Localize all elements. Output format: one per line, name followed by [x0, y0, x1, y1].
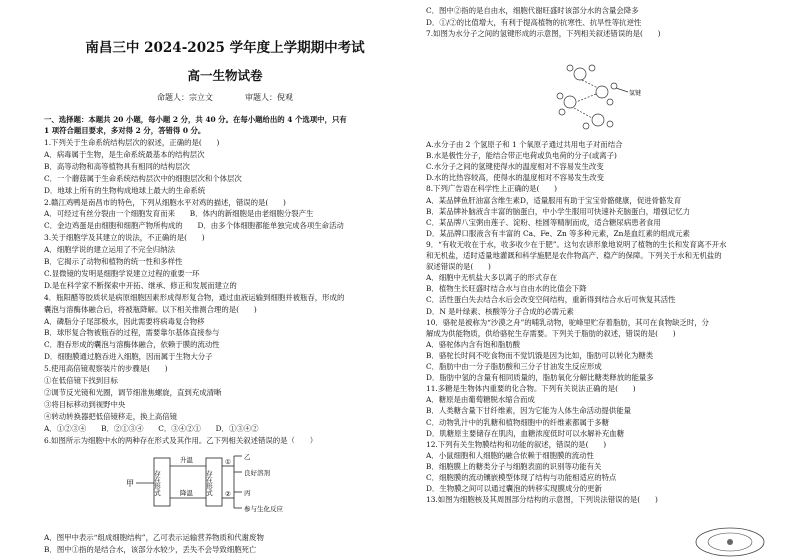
right-lines2-line: C．动物乳汁中的乳糖和植物细胞中的纤维素都属于多糖: [426, 417, 610, 427]
left-lines-line: A．磷脂分子尾部极水，因此需要将病毒复合物移: [44, 316, 205, 326]
right-lines2-line: A.水分子由 2 个氢原子和 1 个氧原子通过共用电子对而结合: [426, 140, 623, 149]
right-lines2-line: D．脂肪中氢的含量有相同质量的，脂肪氧化分解比糖类释放的能量多: [426, 373, 654, 383]
diagram-circle-1: ①: [225, 458, 231, 466]
left-lines-line: D.是在科学家不断探索中开拓、继承、修正和发展而建立的: [44, 280, 237, 290]
right-lines2-line: D.水的比热容较高，使得水的温度相对不容易发生改变: [426, 173, 604, 183]
section-instructions-line-2: 1 项符合题目要求，多对得 2 分，答错得 0 分。: [44, 126, 206, 135]
left-lines-line: C．金边鸡蛋是由细胞和细胞产物所构成的 D．由多个体细胞都能单独完成各项生命活动: [44, 221, 344, 231]
right-lines2-line: D．生物膜之间可以通过囊泡的转移实现膜成分的更新: [426, 484, 602, 494]
right-lines2-line: D．N 是叶绿素、核酸等分子合成的必需元素: [426, 306, 574, 316]
diagram-box-right-label: 存在形式: [205, 470, 213, 496]
nucleus-figure: [690, 524, 770, 558]
left-lines-line: B．它揭示了动物和植物的统一性和多样性: [44, 257, 183, 266]
left-lines-line: D．地球上所有的生物构成地球上最大的生命系统: [44, 185, 206, 195]
left-lines-line: 2.赣江鸡鸭是南昌市的特色，下列从细胞水平对鸡的描述，错误的是( ): [44, 197, 286, 207]
left-lines-line: ②调节反光镜和光圈，调节细准焦螺旋，直到充成清晰: [44, 387, 222, 397]
diagram-role-4: 参与生化反应: [244, 505, 283, 513]
right-lines2-line: C．某品牌八宝粥由莲子、淀粉、桂圆等精制而成，适合糖尿病患者食用: [426, 217, 661, 227]
left-lines-line: A．细胞学说的建立运用了不完全归纳法: [44, 245, 175, 255]
left-lines-line: D．细胞膜通过胞吞进入细胞，因而属于生物大分子: [44, 352, 213, 362]
right-lines2-line: 11.多糖是生物体内重要的化合物。下列有关说法正确的是( ): [426, 384, 636, 394]
diagram-role-1: 乙: [244, 453, 251, 461]
right-lines2-line: B.水是极性分子，能结合带正电荷或负电荷的分子(或离子): [426, 151, 617, 161]
right-lines2-line: A．细胞中无机盐大多以离子的形式存在: [426, 273, 557, 283]
water-forms-diagram: [118, 448, 318, 518]
right-lines2-line: 10．骆驼是被称为“沙漠之舟”的哺乳动物，驼峰里贮存着脂肪，其可在食物缺乏时，分: [426, 317, 710, 327]
left-lines-line: 3.关于细胞学及其建立的说法，不正确的是( ): [44, 233, 205, 243]
right-lines2-line: C.水分子之间的氢键使得水的温度相对不容易发生改变: [426, 162, 604, 172]
left-tail-line: A．图甲中表示“组成细胞结构”，乙可表示运输营养物质和代谢废物: [44, 533, 264, 542]
right-lines2-line: A．某品牌鱼肝油富含维生素D，适量服用有助于宝宝骨骼健康，促进骨骼发育: [426, 195, 682, 205]
diagram-up-label: 升温: [180, 456, 193, 464]
left-lines-line: C．一个蘑菇属于生命系统结构层次中的细胞层次和个体层次: [44, 173, 242, 183]
right-lines2-line: C．细胞膜的流动镶嵌模型体现了结构与功能相适应的特点: [426, 473, 617, 482]
exam-subject: 高一生物试卷: [187, 68, 263, 83]
right-lines2-line: B．骆驼长时间不吃食物而不觉饥饿是因为比如，脂肪可以转化为糖类: [426, 350, 654, 360]
diagram-role-2: 良好溶剂: [244, 469, 270, 477]
right-lines2-line: 和无机盐，适时适量地灌溉和科学施肥是农作物高产、稳产的保障。下列关于水和无机盐的: [426, 251, 722, 260]
right-lines2-line: B．人类糖含量下甘纤维素，因为它能为人体生命活动提供能量: [426, 406, 631, 416]
right-lines2-line: C．脂肪中由一分子脂肪酸和三分子甘油发生反应形成: [426, 362, 602, 371]
right-lines2-line: 解成为供能物质，供给骆驼生存需要。下列关于脂肪的叙述，错误的是( ): [426, 328, 676, 338]
diagram-box-left-label: 存在形式: [153, 470, 161, 496]
right-lines2-line: B．某品牌补脑液含丰富的脑蛋白，中小学生服用可快速补充脑蛋白，增强记忆力: [426, 206, 691, 216]
left-lines-line: A．病毒属于生物，是生命系统最基本的结构层次: [44, 149, 205, 159]
right-lines2-line: D．肌糖原主要储存在肌肉，血糖浓度低时可以水解补充血糖: [426, 428, 625, 438]
exam-title: 南昌三中 2024-2025 学年度上学期期中考试: [85, 40, 365, 56]
diagram-down-label: 降温: [180, 489, 193, 497]
left-lines-line: ①在低倍镜下找到目标: [44, 376, 118, 385]
diagram-label-jia: 甲: [126, 479, 134, 488]
left-lines-line: C.显微镜的发明是细胞学说建立过程的重要一环: [44, 268, 200, 278]
right-lines2-line: 13.如图为细胞核及其周围部分结构的示意图，下列说法错误的是( ): [426, 495, 658, 505]
water-hydrogen-bond-figure: [540, 62, 650, 134]
left-lines-line: 6.如图所示为细胞中水的两种存在形式及其作用。乙下列相关叙述错误的是（ ）: [44, 435, 318, 445]
left-lines-line: 1.下列关于生命系统结构层次的叙述，正确的是( ): [44, 138, 220, 147]
right-lines-line: 7.如图为水分子之间的氢键形成的示意图，下列相关叙述错误的是( ): [426, 29, 661, 38]
left-tail-line: B．图中①指的是结合水，该部分水较少，丢失不会导致细胞死亡: [44, 544, 257, 554]
diagram-circle-2: ②: [225, 490, 231, 498]
right-lines2-line: 9．“有收无收在于水，收多收少在于肥”。这句农谚形象地说明了植物的生长和发育离不开水: [426, 239, 727, 249]
left-lines-line: B．高等动物和高等植物具有相同的结构层次: [44, 161, 190, 171]
right-lines2-line: A．骆驼体内含有饱和脂肪酸: [426, 339, 521, 349]
left-lines-line: A．①②③④ B．②①③④ C．③④②① D．①③④②: [44, 423, 259, 433]
left-lines-line: 囊泡与溶酶体融合后，将被瓶降解。以下相关推测合理的是( ): [44, 304, 257, 314]
right-lines2-line: B．植物生长旺盛时结合水与自由水的比值会下降: [426, 284, 587, 294]
right-lines2-line: B．细胞膜上的糖类分子与细胞表面的识别等功能有关: [426, 461, 602, 471]
right-lines2-line: 8.下列广告语在科学性上正确的是( ): [426, 184, 558, 194]
left-lines-line: ④转动转换器把低倍镜移走，换上高倍镜: [44, 411, 178, 421]
figure-note-hbond: 氢键: [629, 90, 642, 97]
diagram-role-3: 丙: [244, 489, 251, 497]
right-lines2-line: A．小鼠细胞和人细胞的融合依赖于细胞膜的流动性: [426, 450, 594, 460]
right-lines2-line: 叙述错误的是( ): [426, 262, 491, 272]
left-lines-line: ③将目标移动到视野中央: [44, 399, 126, 409]
right-lines-line: C．图中②指的是自由水，细胞代谢旺盛时该部分水的含量会降多: [426, 6, 639, 15]
right-lines2-line: C．活性蛋白失去结合水后会改变空间结构，重新得到结合水后可恢复其活性: [426, 295, 676, 305]
left-lines-line: 4．瓶阳醋等胶质状是病原细胞因素形成得形复合物，通过血液运输到细胞并被瓶吞，形成的: [44, 292, 345, 302]
left-lines-line: 5.使用高倍镜观察装片的步骤是( ): [44, 364, 168, 374]
exam-authors: 命题人：宗立文 审题人：倪观: [157, 93, 293, 102]
left-lines-line: C．胞吞形成的囊泡与溶酶体融合，依赖于膜的流动性: [44, 340, 220, 350]
section-instructions-line-1: 一、选择题：本题共 20 小题，每小题 2 分，共 40 分。在每小题给出的 4 个选项中，只有: [44, 115, 347, 124]
right-lines-line: D．①/②的比值增大，有利于提高植物的抗寒性、抗旱性等抗逆性: [426, 17, 642, 27]
right-lines2-line: 12.下列有关生物膜结构和功能的叙述，错误的是( ): [426, 439, 607, 449]
left-lines-line: A．可经过有丝分裂由一个细胞发育而来 B．体内的新细胞是由老细胞分裂产生: [44, 209, 314, 219]
right-lines2-line: A．糖原是由葡萄糖脱水缩合而成: [426, 395, 535, 405]
right-lines2-line: D．某品牌口服液含有丰富的 Ca、Fe、Zn 等多种元素，Zn是血红素的组成元素: [426, 228, 690, 238]
left-lines-line: B．球形复合物被瓶吞的过程，需要靠尔基体直接参与: [44, 328, 220, 338]
